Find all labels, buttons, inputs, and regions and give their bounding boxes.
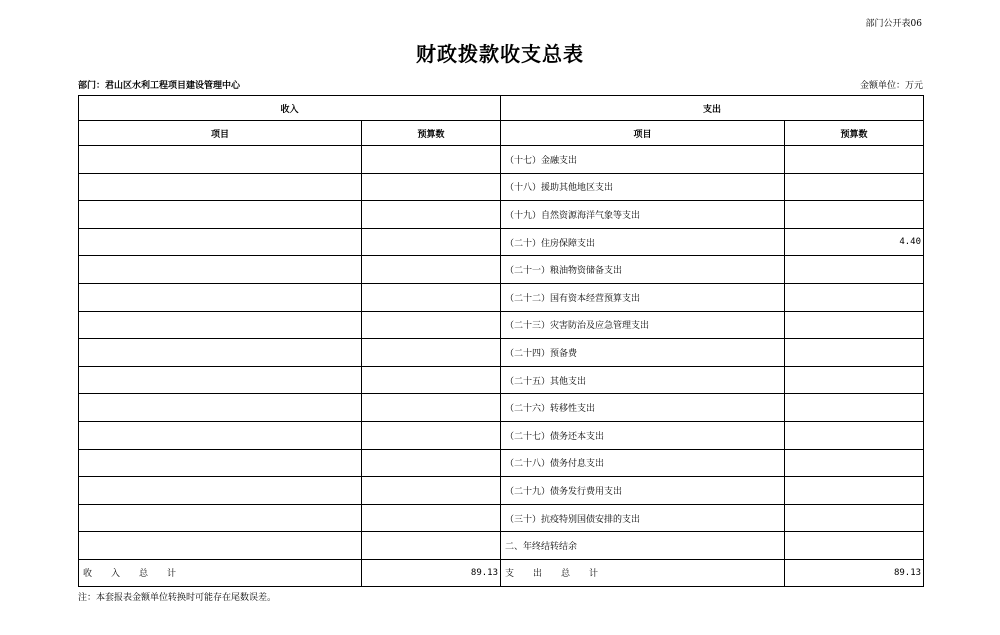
- income-item-cell: [79, 449, 362, 477]
- expense-item-cell: （三十）抗疫特别国债安排的支出: [501, 504, 785, 532]
- income-item-cell: [79, 201, 362, 229]
- income-item-cell: [79, 421, 362, 449]
- income-amount-cell: [362, 201, 501, 229]
- expense-item-cell: （十八）援助其他地区支出: [501, 173, 785, 201]
- income-amount-cell: [362, 228, 501, 256]
- income-budget-header: 预算数: [362, 121, 501, 146]
- section-header-row: [79, 96, 924, 121]
- income-item-cell: [79, 146, 362, 174]
- income-section-header: 收入: [79, 96, 501, 121]
- income-item-cell: [79, 256, 362, 284]
- budget-table: [78, 95, 924, 587]
- expense-item-cell: （二十一）粮油物资储备支出: [501, 256, 785, 284]
- table-row: [79, 477, 924, 505]
- income-amount-cell: [362, 283, 501, 311]
- income-item-cell: [79, 339, 362, 367]
- expense-item-cell: （二十五）其他支出: [501, 366, 785, 394]
- income-item-cell: [79, 366, 362, 394]
- expense-amount-cell: [785, 394, 924, 422]
- income-amount-cell: [362, 532, 501, 560]
- expense-amount-cell: [785, 504, 924, 532]
- income-item-cell: [79, 311, 362, 339]
- expense-item-cell: （十七）金融支出: [501, 146, 785, 174]
- expense-amount-cell: 4.40: [785, 228, 924, 256]
- footnote: 注：本套报表金额单位转换时可能存在尾数误差。: [78, 593, 277, 603]
- department-label: 部门：君山区水利工程项目建设管理中心: [78, 81, 241, 91]
- income-amount-cell: [362, 394, 501, 422]
- income-amount-cell: [362, 256, 501, 284]
- expense-item-cell: （二十七）债务还本支出: [501, 421, 785, 449]
- expense-amount-cell: [785, 477, 924, 505]
- expense-item-cell: （二十）住房保障支出: [501, 228, 785, 256]
- income-item-cell: [79, 532, 362, 560]
- table-row: [79, 449, 924, 477]
- expense-amount-cell: [785, 283, 924, 311]
- income-amount-cell: [362, 504, 501, 532]
- table-row: [79, 532, 924, 560]
- expense-item-cell: （二十三）灾害防治及应急管理支出: [501, 311, 785, 339]
- expense-section-header: 支出: [501, 96, 924, 121]
- expense-amount-cell: [785, 339, 924, 367]
- income-item-header: 项目: [79, 121, 362, 146]
- expense-amount-cell: [785, 201, 924, 229]
- expense-amount-cell: [785, 532, 924, 560]
- expense-amount-cell: [785, 421, 924, 449]
- table-row: [79, 421, 924, 449]
- income-amount-cell: [362, 477, 501, 505]
- table-row: [79, 146, 924, 174]
- totals-row: [79, 559, 924, 586]
- table-row: [79, 366, 924, 394]
- table-row: [79, 256, 924, 284]
- expense-item-cell: （二十九）债务发行费用支出: [501, 477, 785, 505]
- expense-amount-cell: [785, 256, 924, 284]
- expense-amount-cell: [785, 449, 924, 477]
- income-item-cell: [79, 504, 362, 532]
- expense-item-header: 项目: [501, 121, 785, 146]
- table-row: [79, 339, 924, 367]
- table-row: [79, 173, 924, 201]
- table-row: [79, 311, 924, 339]
- income-total-amount: 89.13: [362, 559, 501, 586]
- table-row: [79, 201, 924, 229]
- unit-label: 金额单位：万元: [859, 81, 923, 91]
- income-amount-cell: [362, 311, 501, 339]
- income-amount-cell: [362, 146, 501, 174]
- table-row: [79, 283, 924, 311]
- form-code: 部门公开表06: [865, 19, 922, 29]
- income-item-cell: [79, 283, 362, 311]
- table-row: [79, 504, 924, 532]
- expense-item-cell: （二十六）转移性支出: [501, 394, 785, 422]
- expense-item-cell: （二十二）国有资本经营预算支出: [501, 283, 785, 311]
- income-amount-cell: [362, 173, 501, 201]
- expense-amount-cell: [785, 366, 924, 394]
- income-item-cell: [79, 394, 362, 422]
- expense-budget-header: 预算数: [785, 121, 924, 146]
- page-title: 财政拨款收支总表: [416, 42, 584, 66]
- income-total-label: 收入总计: [79, 559, 362, 586]
- expense-amount-cell: [785, 173, 924, 201]
- column-header-row: [79, 121, 924, 146]
- expense-item-cell: （二十八）债务付息支出: [501, 449, 785, 477]
- income-amount-cell: [362, 366, 501, 394]
- expense-total-amount: 89.13: [785, 559, 924, 586]
- income-item-cell: [79, 173, 362, 201]
- expense-amount-cell: [785, 311, 924, 339]
- income-amount-cell: [362, 421, 501, 449]
- expense-item-cell: （十九）自然资源海洋气象等支出: [501, 201, 785, 229]
- report-meta: [78, 78, 923, 91]
- expense-item-cell: （二十四）预备费: [501, 339, 785, 367]
- table-row: [79, 394, 924, 422]
- table-row: [79, 228, 924, 256]
- income-item-cell: [79, 228, 362, 256]
- income-amount-cell: [362, 449, 501, 477]
- expense-item-cell: 二、年终结转结余: [501, 532, 785, 560]
- income-item-cell: [79, 477, 362, 505]
- income-amount-cell: [362, 339, 501, 367]
- expense-total-label: 支出总计: [501, 559, 785, 586]
- expense-amount-cell: [785, 146, 924, 174]
